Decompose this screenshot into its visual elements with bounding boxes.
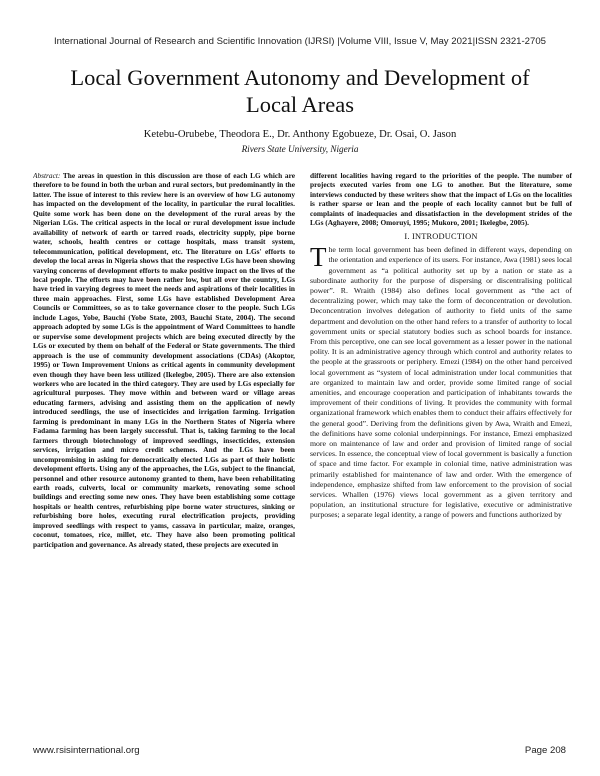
- left-column: [33, 171, 295, 761]
- abstract-lead: Abstract:: [33, 171, 61, 180]
- right-column: [310, 171, 572, 761]
- paper-affiliation: Rivers State University, Nigeria: [241, 144, 359, 154]
- section-heading-introduction: I. INTRODUCTION: [404, 231, 478, 241]
- abstract-continuation: different localities having regard to the priorities of the people. The number of projects executed varies from one LG to another. But the literature, some interviews conducted by these writers show that the impact of LGs on the localities is rather sparse or lean and the people of each locality cannot but be full of complaints of inadequacies and dissatisfaction in the development strides of the LGs (Aghayere, 2008; Omoruyi, 1995; Mukoro, 2001; Ikelegbe, 2005).: [310, 171, 572, 228]
- paper-authors: Ketebu-Orubebe, Theodora E., Dr. Anthony Egobueze, Dr. Osai, O. Jason: [143, 129, 457, 140]
- abstract-text: The areas in question in this discussion are those of each LG which are therefore to be found in both the urban and rural sectors, but predominantly in the latter. The issue of interest to this review here is an overview of how LG autonomy has impacted on the development of the locality, in particular the rural localities. Quite some work has been done on the development of the rural areas by the Nigerian LGs. The critical aspects in the local or rural development issue include availability of network of earth or tarred roads, electricity supply, pipe borne water, schools, health centres or cottage hospitals, mass transit system, telecommunication, political development, etc. The literature on LGs' efforts to develop the local areas in Nigeria shows that the respective LGs have been showing varying concerns of development efforts to make positive impact on the lives of the local people. The efforts may have been rather low, but all over the country, LGs have tried in varying degrees to meet the needs and aspirations of their localities in three main approaches. First, some LGs have established Development Area Councils or Committees, so as to take governance closer to the people. Such LGs include Lagos, Yobe, Bauchi (Yobe State, 2003, Bauchi State, 2004). The second approach adopted by some LGs is the appointment of Ward Committees to handle or supervise some development projects which are being executed directly by the LGs or executed by them on behalf of the Federal or State governments. The third approach is the use of community development associations (CDAs) (Akoptor, 1995) or Town Improvement Unions as critical agents in community development even though they have been less utilized (Ikelegbe, 2005). There are also extension workers who are located in the third category. They are used by LGs especially for agricultural purposes. They move within and between ward or village areas educating farmers, advising and assisting them on the application of newly introduced seedlings, the use of insecticides and irrigation farming. Irrigation farming is predominant in many LGs in the Northern States of Nigeria where Fadama farming has been largely successful. That is, taking farming to the local farmers through biotechnology of improved seedlings, insecticides, extension services, irrigation and micro credit schemes. And the LGs have been uncompromising in asking for democratically elected LGs as part of their holistic development efforts. Using any of the approaches, the LGs, subject to the financial, personnel and other resource autonomy granted to them, have been rehabilitating earth roads, culverts, local or community markets, renovating some school buildings and erecting some new ones. They have been establishing some cottage hospitals or health centres, refurbishing pipe borne water structures, sinking or refurbishing bore holes, executing rural electrification projects, providing improved seedlings with respect to yams, cassava in particular, maize, oranges, coconut, tomatoes, rice, millet, etc. They have also been promoting political participation and governance. As already stated, these projects are executed in: [33, 171, 295, 549]
- paper-title: Local Government Autonomy and Development of Local Areas: [70, 65, 530, 117]
- footer-website: www.rsisinternational.org: [33, 745, 140, 756]
- introduction-text: [310, 242, 572, 520]
- footer-page-number: Page 208: [524, 745, 566, 756]
- journal-header: International Journal of Research and Scientific Innovation (IJRSI) |Volume VIII, Issue V, May 2021|ISSN 2321-2705: [53, 36, 547, 47]
- dropcap: T: [310, 242, 327, 273]
- introduction-body: he term local government has been defined in different ways, depending on the orientation and experience of its users. For instance, Awa (1981) sees local government as “a political authority set up by a nation or state as a subordinate authority for the purpose of dispersing or discentralising political power”. R. Wraith (1984) also defines local government as “the act of decentralizing power, which may take the form of deconcentration or devolution. Deconcentration involves delegation of authority to field units of the same department and devolution on the other hand refers to a transfer of authority to local government units or special statutory bodies such as school boards for instance. From this perceptive, one can see local government as a lesser power in the national polity. It is an administrative agency through which control and authority relates to the people at the grassroots or periphery. Emezi (1984) on the other hand perceived local government as “system of local administration under local communities that are organized to maintain law and order, provide some limited range of social amenities, and encourage cooperation and participation of inhabitants towards the improvement of their conditions of living. It provides the community with formal organizational framework which enables them to conduct their affairs effectively for the general good”. Deriving from the definitions given by Awa, Wraith and Emezi, the definitions have some colonial underpinnings. For instance, Emezi emphasized more on maintenance of law and order and provision of limited range of social services. In essence, the conceptual view of local government is basically a function of space and time factor. For example in colonial time, native administration was primarily established for maintenance of law and order. With the emergence of independence, emphasize shifted from law enforcement to the provision of social services. Whallen (1976) views local government as a given territory and population, an institutional structure for legislative, executive or administrative purposes; a separate legal identity, a range of powers and functions authorized by: [310, 245, 572, 520]
- abstract: [33, 171, 295, 549]
